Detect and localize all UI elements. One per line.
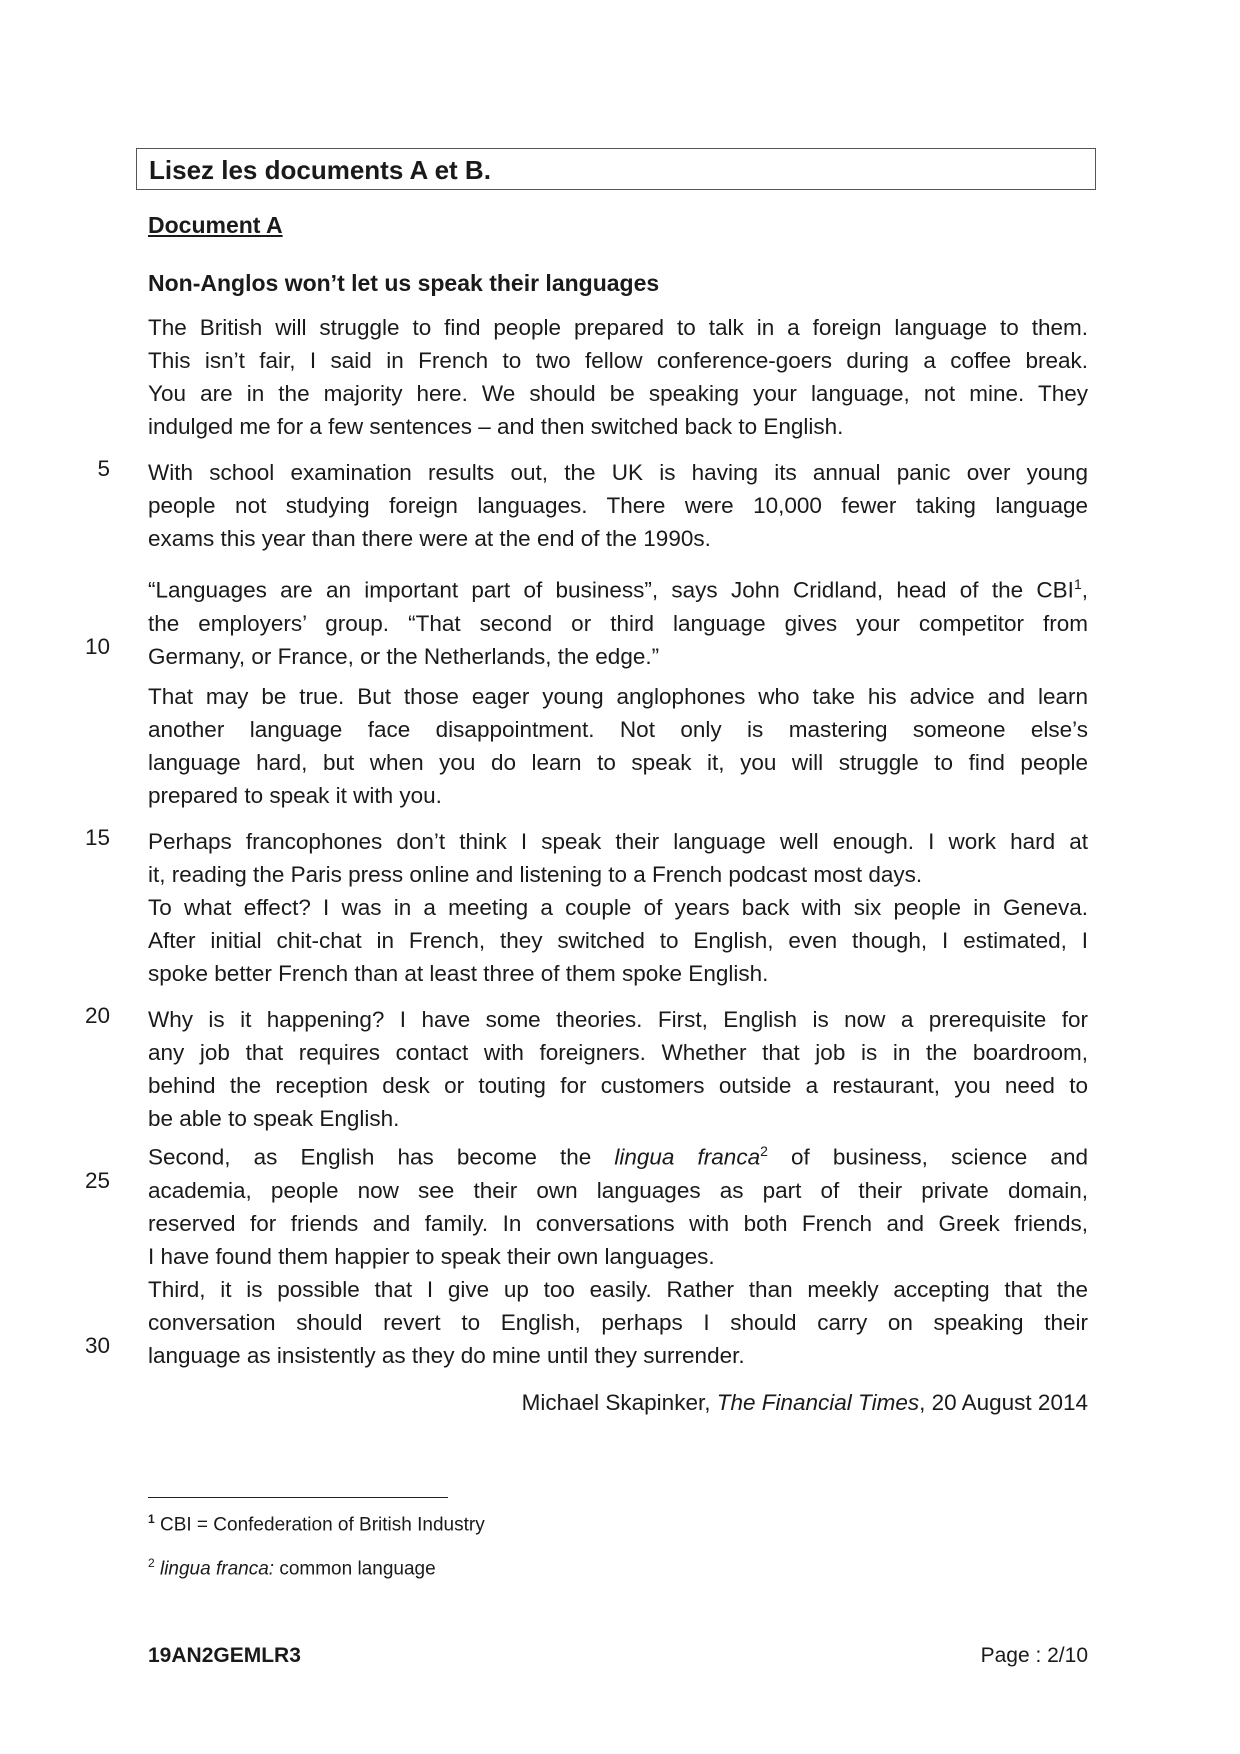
article-headline: Non-Anglos won’t let us speak their languages [148, 270, 660, 296]
text-line: academia, people now see their own languages as part of their private domain, [148, 1177, 1088, 1203]
text-segment: of business, science and [791, 1144, 1088, 1170]
instruction-text: Lisez les documents A et B. [149, 155, 491, 185]
line-number: 5 [97, 456, 110, 481]
text-segment: “Languages are an important part of business”, says John Cridland, head of the CBI [148, 577, 1074, 603]
footnote-divider [148, 1497, 448, 1498]
text-line: reserved for friends and family. In conversations with both French and Greek friends, [148, 1210, 1088, 1236]
footnote-mark: 2 [148, 1556, 155, 1570]
footnote-text: common language [274, 1558, 436, 1580]
text-line: people not studying foreign languages. There were 10,000 fewer taking language [148, 493, 1088, 518]
text-line: exams this year than there were at the end of the 1990s. [148, 526, 711, 551]
paragraph-1 [148, 311, 1088, 443]
line-number: 30 [84, 1333, 110, 1358]
paragraph-3 [148, 568, 1088, 673]
date: , 20 August 2014 [919, 1390, 1088, 1415]
text-line: indulged me for a few sentences – and then switched back to English. [148, 414, 844, 439]
paragraph-2 [148, 456, 1088, 555]
text-line: Perhaps francophones don’t think I speak their language well enough. I work hard at [148, 829, 1088, 854]
line-number: 10 [84, 634, 110, 659]
text-line: spoke better French than at least three of them spoke English. [148, 961, 769, 986]
text-line: Why is it happening? I have some theories. First, English is now a prerequisite for [148, 1007, 1088, 1032]
line-number: 15 [84, 825, 110, 850]
publication: The Financial Times [716, 1390, 920, 1415]
exam-code: 19AN2GEMLR3 [148, 1644, 301, 1667]
footnote-ref-1: 1 [1073, 576, 1082, 592]
text-line [148, 1135, 1088, 1174]
text-line: I have found them happier to speak their own languages. [148, 1243, 715, 1269]
text-line [148, 568, 1088, 607]
text-line: conversation should revert to English, perhaps I should carry on speaking their [148, 1309, 1088, 1335]
text-line: be able to speak English. [148, 1106, 400, 1131]
text-line: behind the reception desk or touting for customers outside a restaurant, you need to [148, 1073, 1088, 1098]
paragraph-4 [148, 680, 1088, 812]
text-line: That may be true. But those eager young anglophones who take his advice and learn [148, 684, 1088, 709]
source-attribution [522, 1390, 1088, 1416]
text-segment: Second, as English has become the [148, 1144, 592, 1170]
footnote-2 [148, 1556, 436, 1580]
text-line: language hard, but when you do learn to speak it, you will struggle to find people [148, 750, 1088, 775]
footnote-1 [148, 1512, 485, 1536]
paragraph-6 [148, 1003, 1088, 1372]
text-line: The British will struggle to find people prepared to talk in a foreign language to them. [148, 315, 1088, 340]
line-number: 20 [84, 1003, 110, 1028]
text-line: Germany, or France, or the Netherlands, the edge.” [148, 643, 660, 669]
text-line: prepared to speak it with you. [148, 783, 442, 808]
text-line: With school examination results out, the UK is having its annual panic over young [148, 460, 1088, 485]
instruction-box [136, 148, 1096, 190]
footnote-term: lingua franca: [159, 1558, 275, 1580]
text-line: Third, it is possible that I give up too easily. Rather than meekly accepting that the [148, 1276, 1088, 1302]
author: Michael Skapinker, [521, 1390, 717, 1415]
text-line: the employers’ group. “That second or third language gives your competitor from [148, 610, 1088, 636]
italic-term: lingua franca [614, 1144, 761, 1170]
footnote-mark: 1 [148, 1512, 155, 1526]
paragraph-5 [148, 825, 1088, 990]
text-line: another language face disappointment. Not only is mastering someone else’s [148, 717, 1088, 742]
text-line: it, reading the Paris press online and listening to a French podcast most days. [148, 862, 923, 887]
text-line: You are in the majority here. We should be speaking your language, not mine. They [148, 381, 1088, 406]
text-line: This isn’t fair, I said in French to two fellow conference-goers during a coffee break. [148, 348, 1088, 373]
text-line: any job that requires contact with foreigners. Whether that job is in the boardroom, [148, 1040, 1088, 1065]
page-number: Page : 2/10 [980, 1644, 1088, 1667]
document-label: Document A [148, 212, 283, 238]
text-line: To what effect? I was in a meeting a couple of years back with six people in Geneva. [148, 895, 1088, 920]
text-segment: , [1081, 577, 1088, 603]
footnote-ref-2: 2 [760, 1143, 768, 1159]
line-number: 25 [84, 1168, 110, 1193]
text-line: language as insistently as they do mine until they surrender. [148, 1342, 745, 1368]
text-line: After initial chit-chat in French, they switched to English, even though, I estimated, I [148, 928, 1088, 953]
footnote-text: CBI = Confederation of British Industry [159, 1514, 485, 1536]
